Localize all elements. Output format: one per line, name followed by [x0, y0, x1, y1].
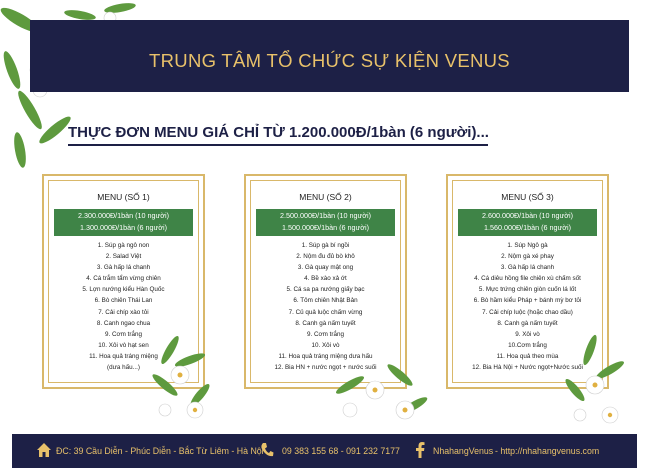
list-item: 4. Cá diêu hồng file chiên xù chấm sốt [474, 275, 581, 283]
footer-bar [12, 434, 637, 468]
menu-title: THỰC ĐƠN MENU GIÁ CHỈ TỪ 1.200.000Đ/1bàn (6 người)... [68, 124, 489, 141]
list-item: 2. Salad Việt [105, 253, 142, 261]
menu-card-name: MENU (SỐ 3) [501, 192, 554, 202]
list-item: 10. Xôi vò [311, 341, 340, 349]
flower-decoration-card-2 [330, 355, 430, 430]
list-item: 6. Tôm chiên Nhật Bản [293, 297, 358, 305]
list-item: 5. Cá sa pa nướng giấy bạc [286, 286, 365, 294]
footer-phone: 09 383 155 68 - 091 232 7177 [282, 446, 400, 456]
price-6: 1.500.000Đ/1bàn (6 người) [281, 223, 370, 232]
list-item: 3. Gà hấp lá chanh [500, 264, 555, 272]
list-item: 12. Bia Hà Nội + Nước ngọt+Nước suối [472, 364, 583, 372]
list-item: 5. Mực trứng chiên giòn cuốn lá lốt [478, 286, 577, 294]
list-item: 3. Gà hấp lá chanh [96, 264, 151, 272]
list-item: 3. Gà quay mật ong [297, 264, 354, 272]
list-item: 8. Canh gà nấm tuyết [497, 319, 558, 327]
list-item: 5. Lợn nướng kiểu Hàn Quốc [82, 286, 165, 294]
list-item: 7. Cải chíp luộc (hoặc chao dầu) [482, 308, 573, 316]
menu-card-name: MENU (SỐ 1) [97, 192, 150, 202]
phone-icon [260, 442, 274, 458]
list-item: 11. Hoa quả tráng miệng [89, 352, 158, 360]
list-item: 6. Bò chiên Thái Lan [94, 297, 153, 305]
list-item: 10.Cơm trắng [508, 341, 547, 349]
home-icon [36, 442, 52, 458]
list-item: 11. Hoa quả tráng miệng dưa hấu [278, 352, 373, 360]
price-box [54, 209, 193, 236]
list-item: 10. Xôi vò hạt sen [98, 341, 149, 349]
list-item: 7. Củ quả luộc chấm vừng [288, 308, 363, 316]
list-item: 9. Xôi vò [515, 330, 540, 338]
list-item: 2. Nộm gà xé phay [501, 253, 554, 261]
menu-card-name: MENU (SỐ 2) [299, 192, 352, 202]
facebook-icon [415, 442, 425, 458]
header-title: TRUNG TÂM TỔ CHỨC SỰ KIỆN VENUS [149, 50, 510, 71]
price-6: 1.560.000Đ/1bàn (6 người) [483, 223, 572, 232]
list-item: 9. Cơm trắng [306, 330, 345, 338]
footer-address: ĐC: 39 Cầu Diễn - Phúc Diễn - Bắc Từ Liêm - Hà Nội [56, 446, 264, 456]
price-box [256, 209, 395, 236]
price-10: 2.500.000Đ/1bàn (10 người) [279, 211, 372, 220]
price-6: 1.300.000Đ/1bàn (6 người) [79, 223, 168, 232]
list-item: (dưa hấu...) [107, 364, 140, 372]
list-item: 6. Bò hầm kiểu Pháp + bánh mỳ bơ tỏi [473, 297, 582, 305]
footer-website[interactable]: - http://nhahangvenus.com [495, 446, 600, 456]
list-item: 8. Canh gà nấm tuyết [295, 319, 356, 327]
list-item: 4. Bề xào xả ớt [304, 275, 347, 283]
footer-facebook[interactable]: NhahangVenus [433, 446, 494, 456]
list-item: 12. Bia HN + nước ngọt + nước suối [274, 364, 377, 372]
price-box [458, 209, 597, 236]
menu-items [246, 240, 405, 373]
list-item: 8. Canh ngao chua [96, 319, 151, 327]
list-item: 1. Súp gà ngô non [97, 242, 150, 249]
flower-decoration-card-1 [150, 330, 220, 425]
header-bar [30, 20, 629, 92]
list-item: 2. Nộm đu đủ bò khô [296, 253, 355, 261]
price-10: 2.300.000Đ/1bàn (10 người) [77, 211, 170, 220]
list-item: 9. Cơm trắng [104, 330, 143, 338]
list-item: 11. Hoa quả theo mùa [496, 352, 559, 360]
list-item: 1. Súp gà bí ngồi [301, 242, 350, 249]
menu-title-underline [68, 144, 488, 146]
list-item: 7. Cải chíp xào tỏi [98, 308, 149, 316]
flower-decoration-card-3 [560, 330, 635, 430]
list-item: 4. Cá trắm tẩm vừng chiên [86, 275, 161, 283]
price-10: 2.600.000Đ/1bàn (10 người) [481, 211, 574, 220]
list-item: 1. Súp Ngô gà [507, 242, 548, 249]
